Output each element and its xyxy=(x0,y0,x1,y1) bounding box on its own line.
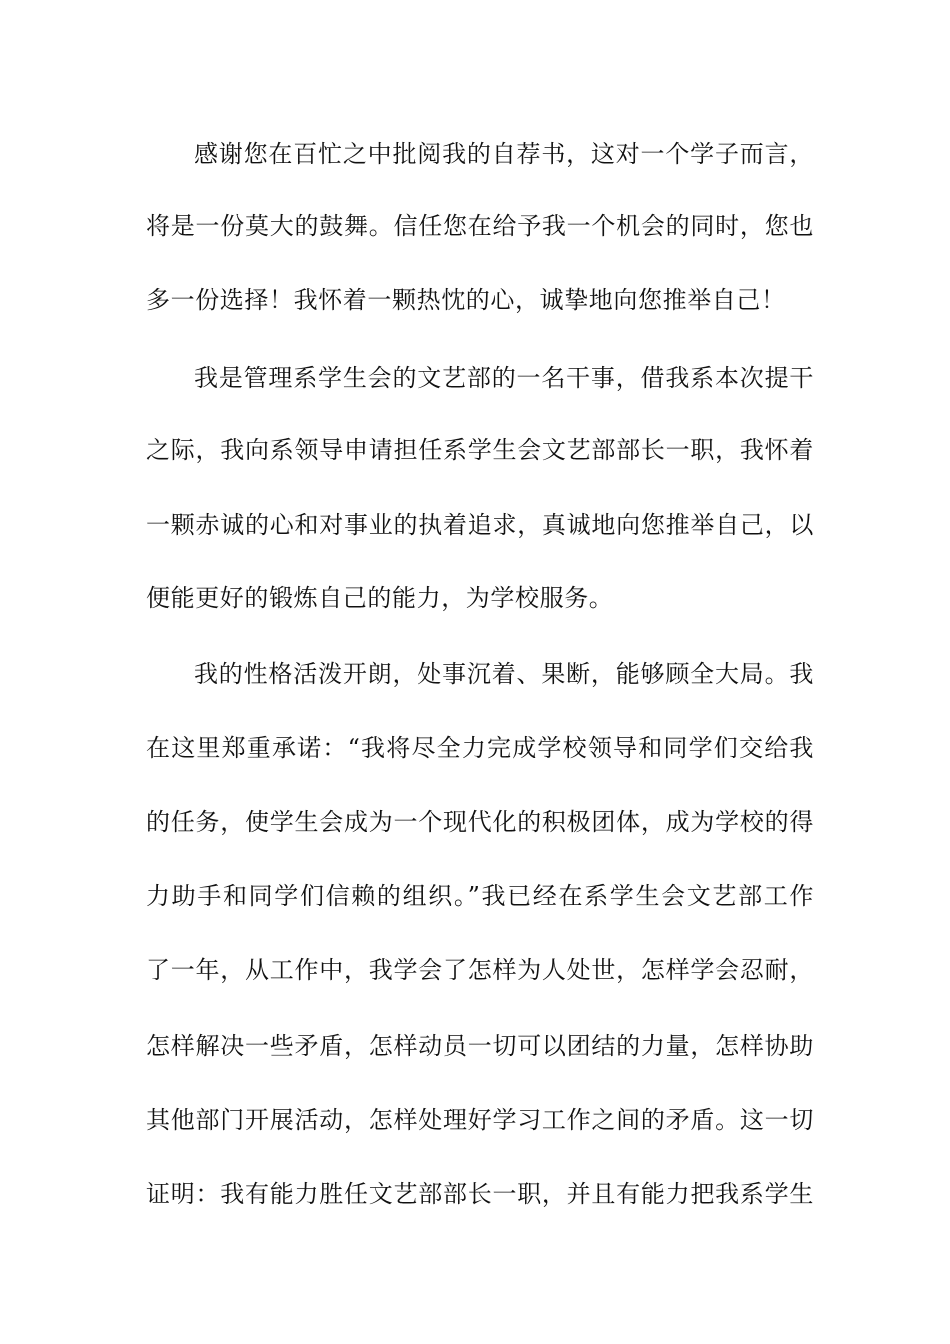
paragraph-3-line-5: 了一年，从工作中，我学会了怎样为人处世，怎样学会忍耐， xyxy=(146,956,814,984)
paragraph-1-line-3: 多一份选择！我怀着一颗热忱的心，诚挚地向您推举自己！ xyxy=(146,286,786,314)
paragraph-2-line-4: 便能更好的锻炼自己的能力，为学校服务。 xyxy=(146,584,614,612)
paragraph-3-line-2: 在这里郑重承诺：“我将尽全力完成学校领导和同学们交给我 xyxy=(146,734,814,762)
paragraph-1-line-1: 感谢您在百忙之中批阅我的自荐书，这对一个学子而言， xyxy=(194,140,814,168)
paragraph-3-line-1: 我的性格活泼开朗，处事沉着、果断，能够顾全大局。我 xyxy=(194,660,814,688)
paragraph-2-line-1: 我是管理系学生会的文艺部的一名干事，借我系本次提干 xyxy=(194,364,814,392)
paragraph-3-line-6: 怎样解决一些矛盾，怎样动员一切可以团结的力量，怎样协助 xyxy=(146,1032,814,1060)
paragraph-3-line-8: 证明：我有能力胜任文艺部部长一职，并且有能力把我系学生 xyxy=(146,1180,814,1208)
paragraph-2-line-3: 一颗赤诚的心和对事业的执着追求，真诚地向您推举自己，以 xyxy=(146,511,814,539)
paragraph-3-line-7: 其他部门开展活动，怎样处理好学习工作之间的矛盾。这一切 xyxy=(146,1106,814,1134)
paragraph-3-line-4: 力助手和同学们信赖的组织。”我已经在系学生会文艺部工作 xyxy=(146,882,814,910)
paragraph-3-line-3: 的任务，使学生会成为一个现代化的积极团体，成为学校的得 xyxy=(146,808,814,836)
paragraph-2-line-2: 之际，我向系领导申请担任系学生会文艺部部长一职，我怀着 xyxy=(146,436,814,464)
paragraph-1-line-2: 将是一份莫大的鼓舞。信任您在给予我一个机会的同时，您也 xyxy=(146,212,814,240)
